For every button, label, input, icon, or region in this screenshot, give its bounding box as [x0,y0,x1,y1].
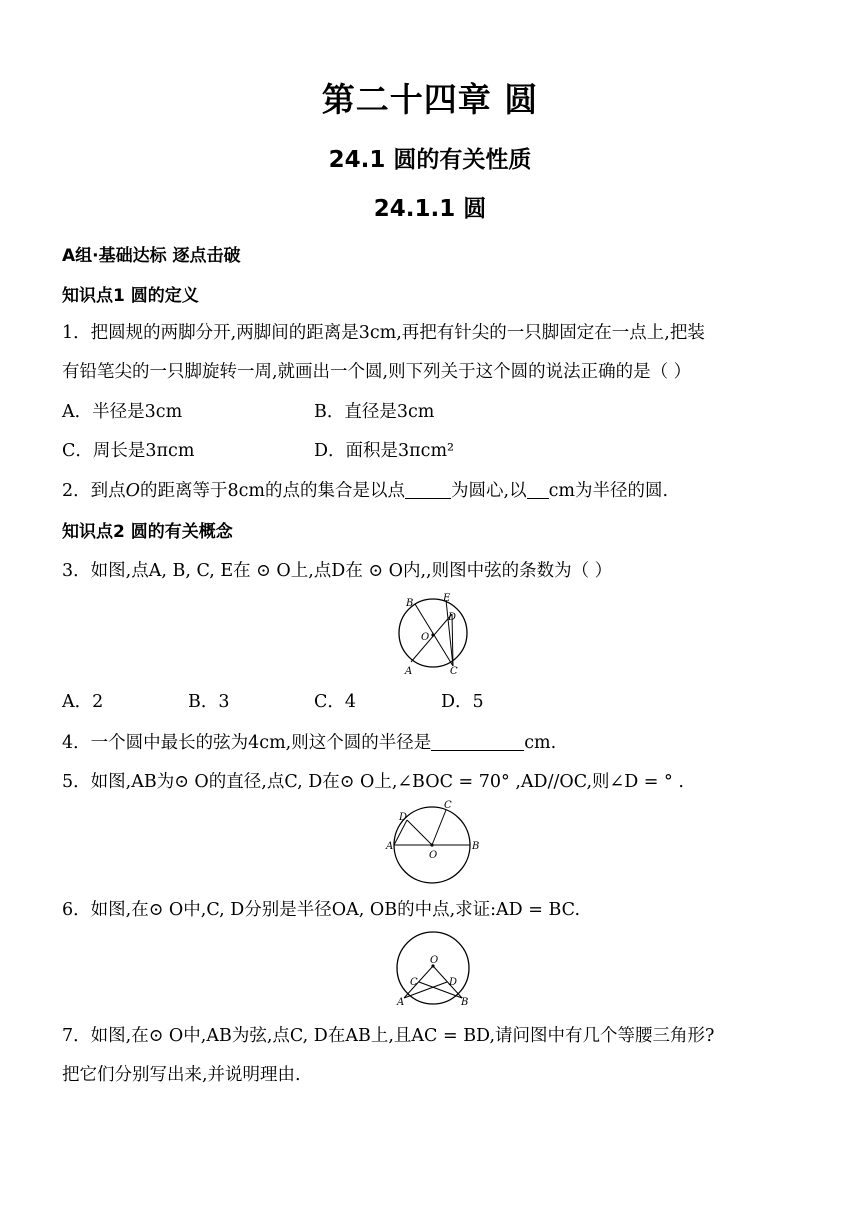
label-d: D [449,977,458,988]
label-d: D [448,612,457,623]
chapter-title: 第二十四章 圆 [321,80,539,119]
point-o-label: O [125,481,140,501]
section-title: 24.1 圆的有关性质 [328,147,532,173]
question-3-option-a: A．2 [62,692,104,712]
label-d: D [399,812,408,823]
question-1-option-c: C．周长是3πcm [62,441,195,461]
question-2-part-4: cm为半径的圆. [548,481,669,501]
label-o: O [430,955,439,966]
question-6-figure [390,928,476,1010]
label-c: C [410,977,418,988]
question-2-part-3: 为圆心,以 [451,481,527,501]
answer-blank-center[interactable] [405,481,451,500]
radius-oa [404,966,433,998]
knowledge-point-2-heading: 知识点2 圆的有关概念 [62,522,233,542]
question-3-option-b: B．3 [188,692,230,712]
radius-oc [432,810,446,845]
label-c: C [444,800,452,811]
group-heading: A组·基础达标 逐点击破 [62,246,241,266]
label-a: A [386,841,394,852]
answer-blank-radius[interactable] [527,481,549,500]
label-a: A [405,666,413,677]
label-a: A [397,997,405,1008]
question-5-text: 5．如图,AB为⊙ O的直径,点C, D在⊙ O上,∠BOC = 70° ,AD//OC,则∠D = ° . [62,772,684,792]
question-3-option-c: C．4 [314,692,357,712]
question-1-line-2: 有铅笔尖的一只脚旋转一周,就画出一个圆,则下列关于这个圆的说法正确的是（ ） [62,362,692,382]
question-2 [62,477,668,502]
label-b: B [406,598,414,609]
knowledge-point-1-heading: 知识点1 圆的定义 [62,286,199,306]
question-1-line-1: 1．把圆规的两脚分开,两脚间的距离是3cm,再把有针尖的一只脚固定在一点上,把装 [62,323,705,343]
question-4 [62,729,556,754]
question-3-figure [390,590,476,680]
radius-ob [433,966,462,998]
label-c: C [450,666,458,677]
center-point [431,633,434,636]
subsection-title: 24.1.1 圆 [373,196,487,222]
question-3-option-d: D．5 [441,692,484,712]
question-7-line-1: 7．如图,在⊙ O中,AB为弦,点C, D在AB上,且AC = BD,请问图中有几个等腰三角形? [62,1026,715,1046]
label-o: O [429,850,438,861]
segment-do [407,820,432,845]
question-1-option-d: D．面积是3πcm² [314,441,455,461]
center-point [430,843,433,846]
question-2-part-1: 2．到点 [62,481,126,501]
label-e: E [443,593,451,604]
question-5-figure [382,798,482,884]
label-o: O [421,632,430,643]
question-6-text: 6．如图,在⊙ O中,C, D分别是半径OA, OB的中点,求证:AD = BC. [62,900,581,920]
question-2-part-2: 的距离等于8cm的点的集合是以点 [140,481,406,501]
question-4-part-1: 4．一个圆中最长的弦为4cm,则这个圆的半径是 [62,733,432,753]
question-7-line-2: 把它们分别写出来,并说明理由. [62,1065,301,1085]
label-b: B [472,841,480,852]
label-b: B [461,997,469,1008]
question-1-option-a: A．半径是3cm [62,402,183,422]
question-1-option-b: B．直径是3cm [314,402,435,422]
question-4-part-2: cm. [524,733,557,753]
answer-blank-q4[interactable] [431,733,524,752]
question-3-text: 3．如图,点A, B, C, E在 ⊙ O上,点D在 ⊙ O内,,则图中弦的条数为（ ） [62,561,613,581]
